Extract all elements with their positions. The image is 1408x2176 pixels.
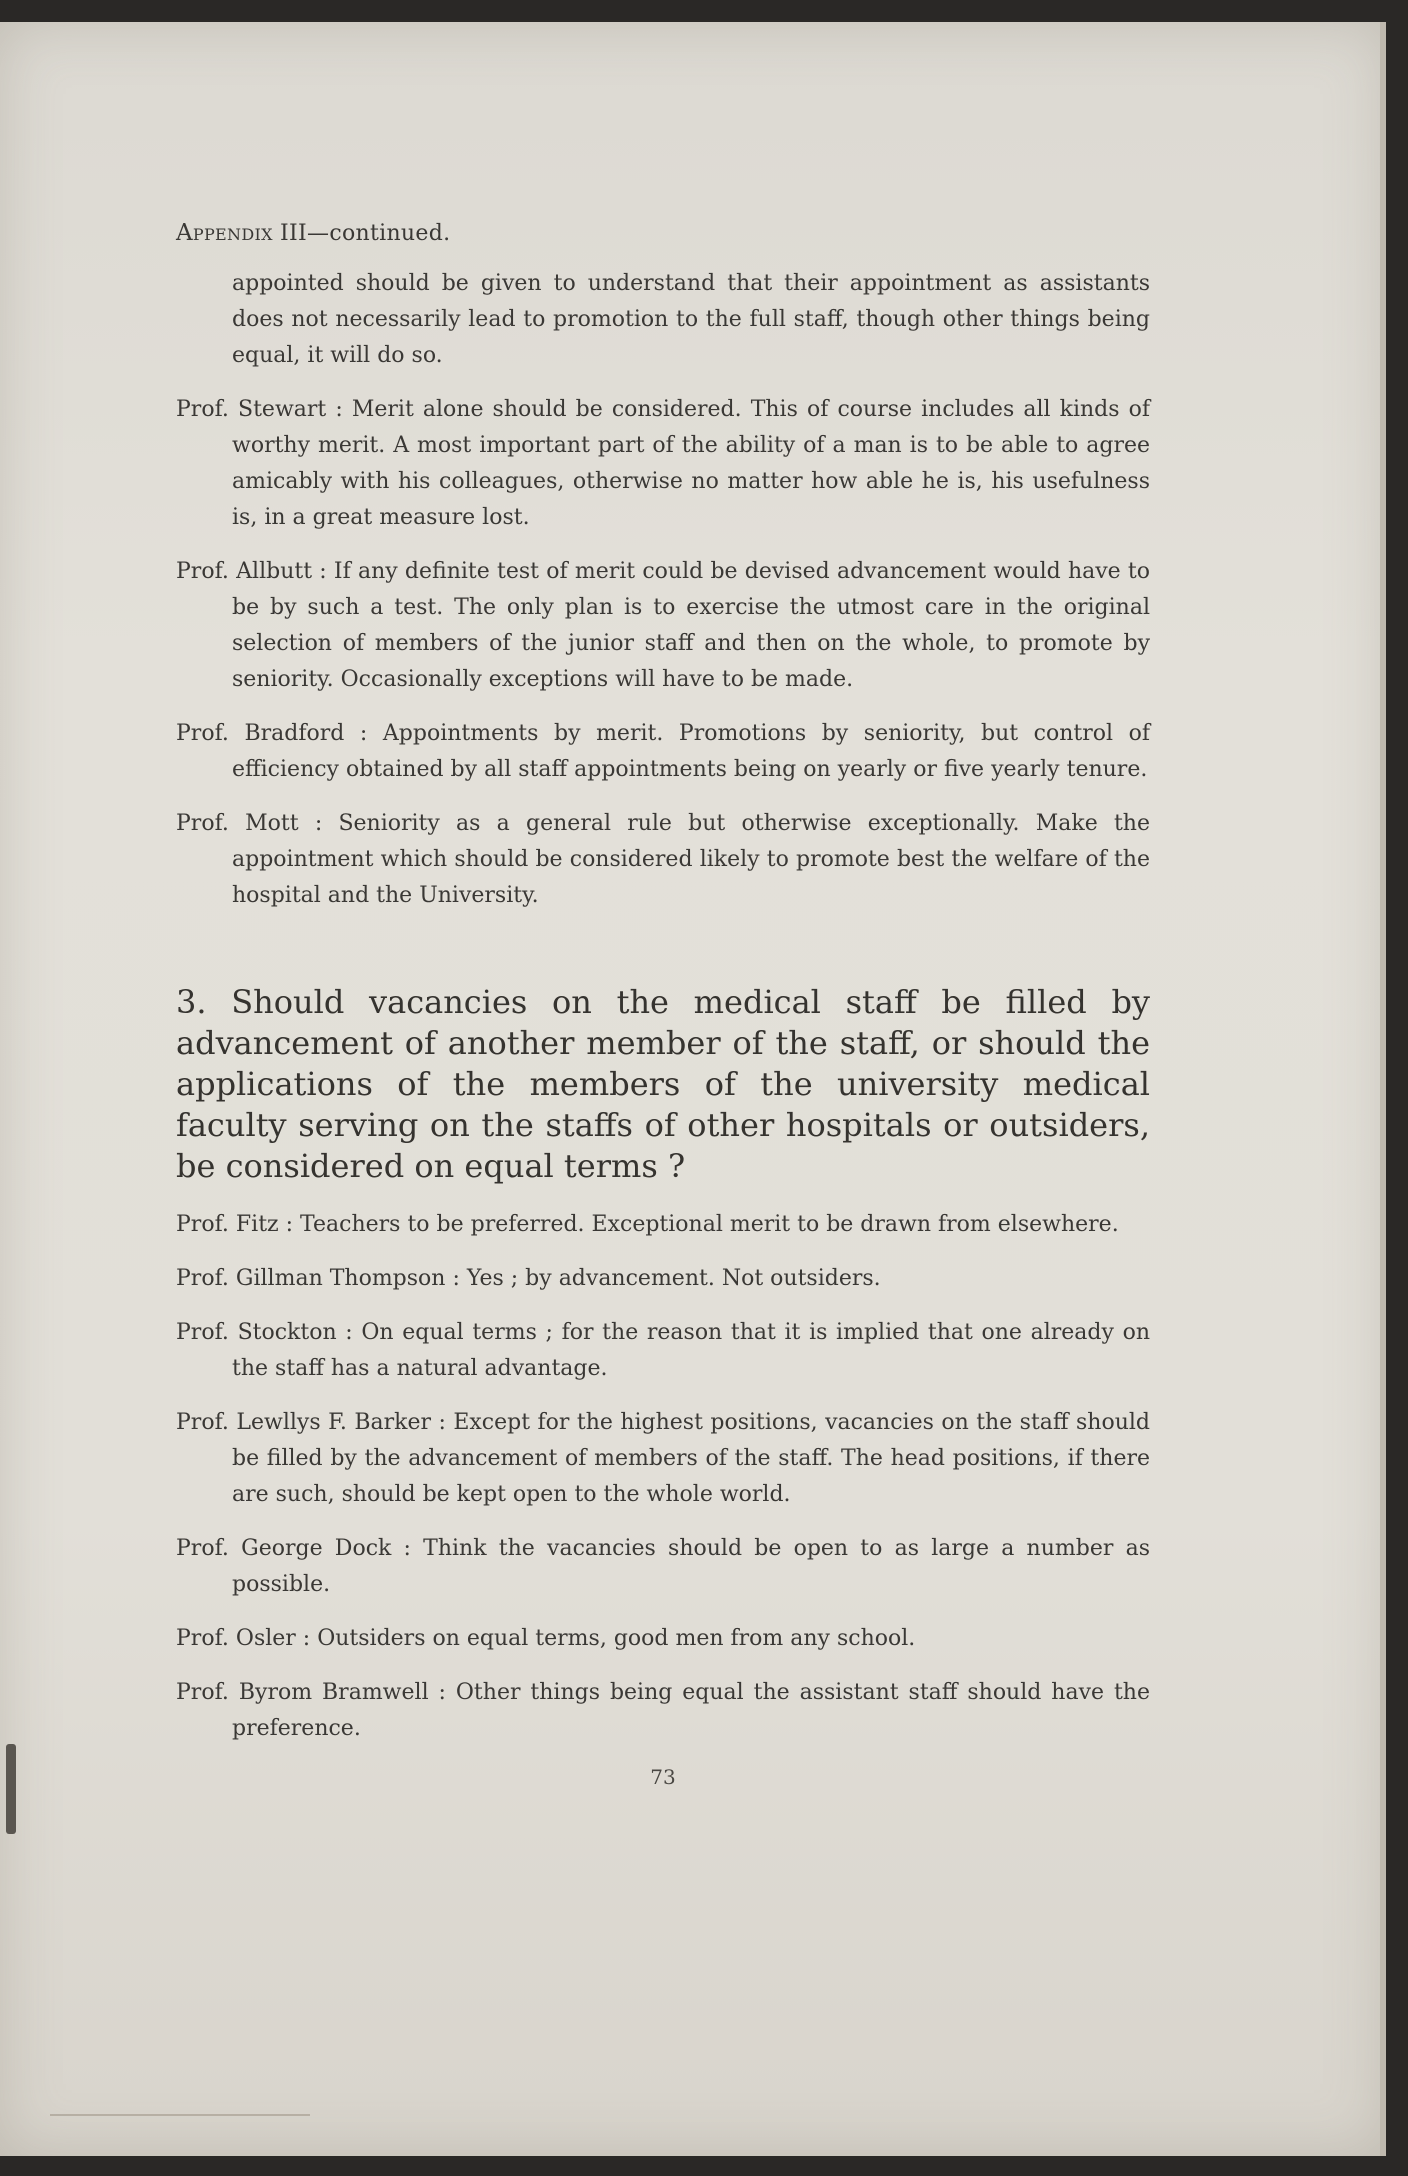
entry-dock: Prof. George Dock : Think the vacancies should be open to as large a number as possible. bbox=[176, 1536, 1150, 1597]
entry-allbutt: Prof. Allbutt : If any definite test of merit could be devised advancement would have to be by such a test. The only plan is to exercise the utmost care in the original selection of members of the junior staff and then on the whole, to promote by seniority. Occasionally exceptions will have to be made. bbox=[176, 559, 1150, 692]
appendix-label: Appendix bbox=[176, 220, 273, 246]
entry-fitz: Prof. Fitz : Teachers to be preferred. Exceptional merit to be drawn from elsewhere. bbox=[176, 1212, 1119, 1237]
page-content bbox=[176, 220, 1150, 1789]
paper-tear bbox=[50, 2084, 310, 2116]
intro-paragraph: appointed should be given to understand that their appointment as assistants does not necessarily lead to promotion to the full staff, though other things being equal, it will do so. bbox=[232, 271, 1150, 368]
entry-mott: Prof. Mott : Seniority as a general rule but otherwise exceptionally. Make the appointment which should be considered likely to promote best the welfare of the hospital and the University. bbox=[176, 811, 1150, 908]
document-page bbox=[0, 22, 1386, 2156]
entry-stewart: Prof. Stewart : Merit alone should be considered. This of course includes all kinds of worthy merit. A most important part of the ability of a man is to be able to agree amicably with his colleagues, otherwise no matter how able he is, his usefulness is, in a great measure lost. bbox=[176, 397, 1150, 530]
entry-barker: Prof. Lewllys F. Barker : Except for the highest positions, vacancies on the staff should be filled by the advancement of members of the staff. The head positions, if there are such, should be kept open to the whole world. bbox=[176, 1410, 1150, 1507]
appendix-heading bbox=[176, 220, 1150, 246]
entry-stockton: Prof. Stockton : On equal terms ; for the reason that it is implied that one already on the staff has a natural advantage. bbox=[176, 1320, 1150, 1381]
entry-bramwell: Prof. Byrom Bramwell : Other things being equal the assistant staff should have the preference. bbox=[176, 1680, 1150, 1741]
appendix-rest: III—continued. bbox=[272, 221, 451, 246]
binding-mark bbox=[6, 1744, 16, 1834]
page-number: 73 bbox=[650, 1765, 676, 1789]
entry-bradford: Prof. Bradford : Appointments by merit. Promotions by seniority, but control of efficiency obtained by all staff appointments being on yearly or five yearly tenure. bbox=[176, 721, 1150, 782]
entry-gillman-thompson: Prof. Gillman Thompson : Yes ; by advancement. Not outsiders. bbox=[176, 1266, 881, 1291]
page-edge bbox=[1380, 22, 1386, 2156]
question-3: 3. Should vacancies on the medical staff be filled by advancement of another member of the staff, or should the applications of the members of the university medical faculty serving on the staffs of other hospitals or outsiders, be considered on equal terms ? bbox=[176, 983, 1150, 1185]
entry-osler: Prof. Osler : Outsiders on equal terms, good men from any school. bbox=[176, 1626, 916, 1651]
